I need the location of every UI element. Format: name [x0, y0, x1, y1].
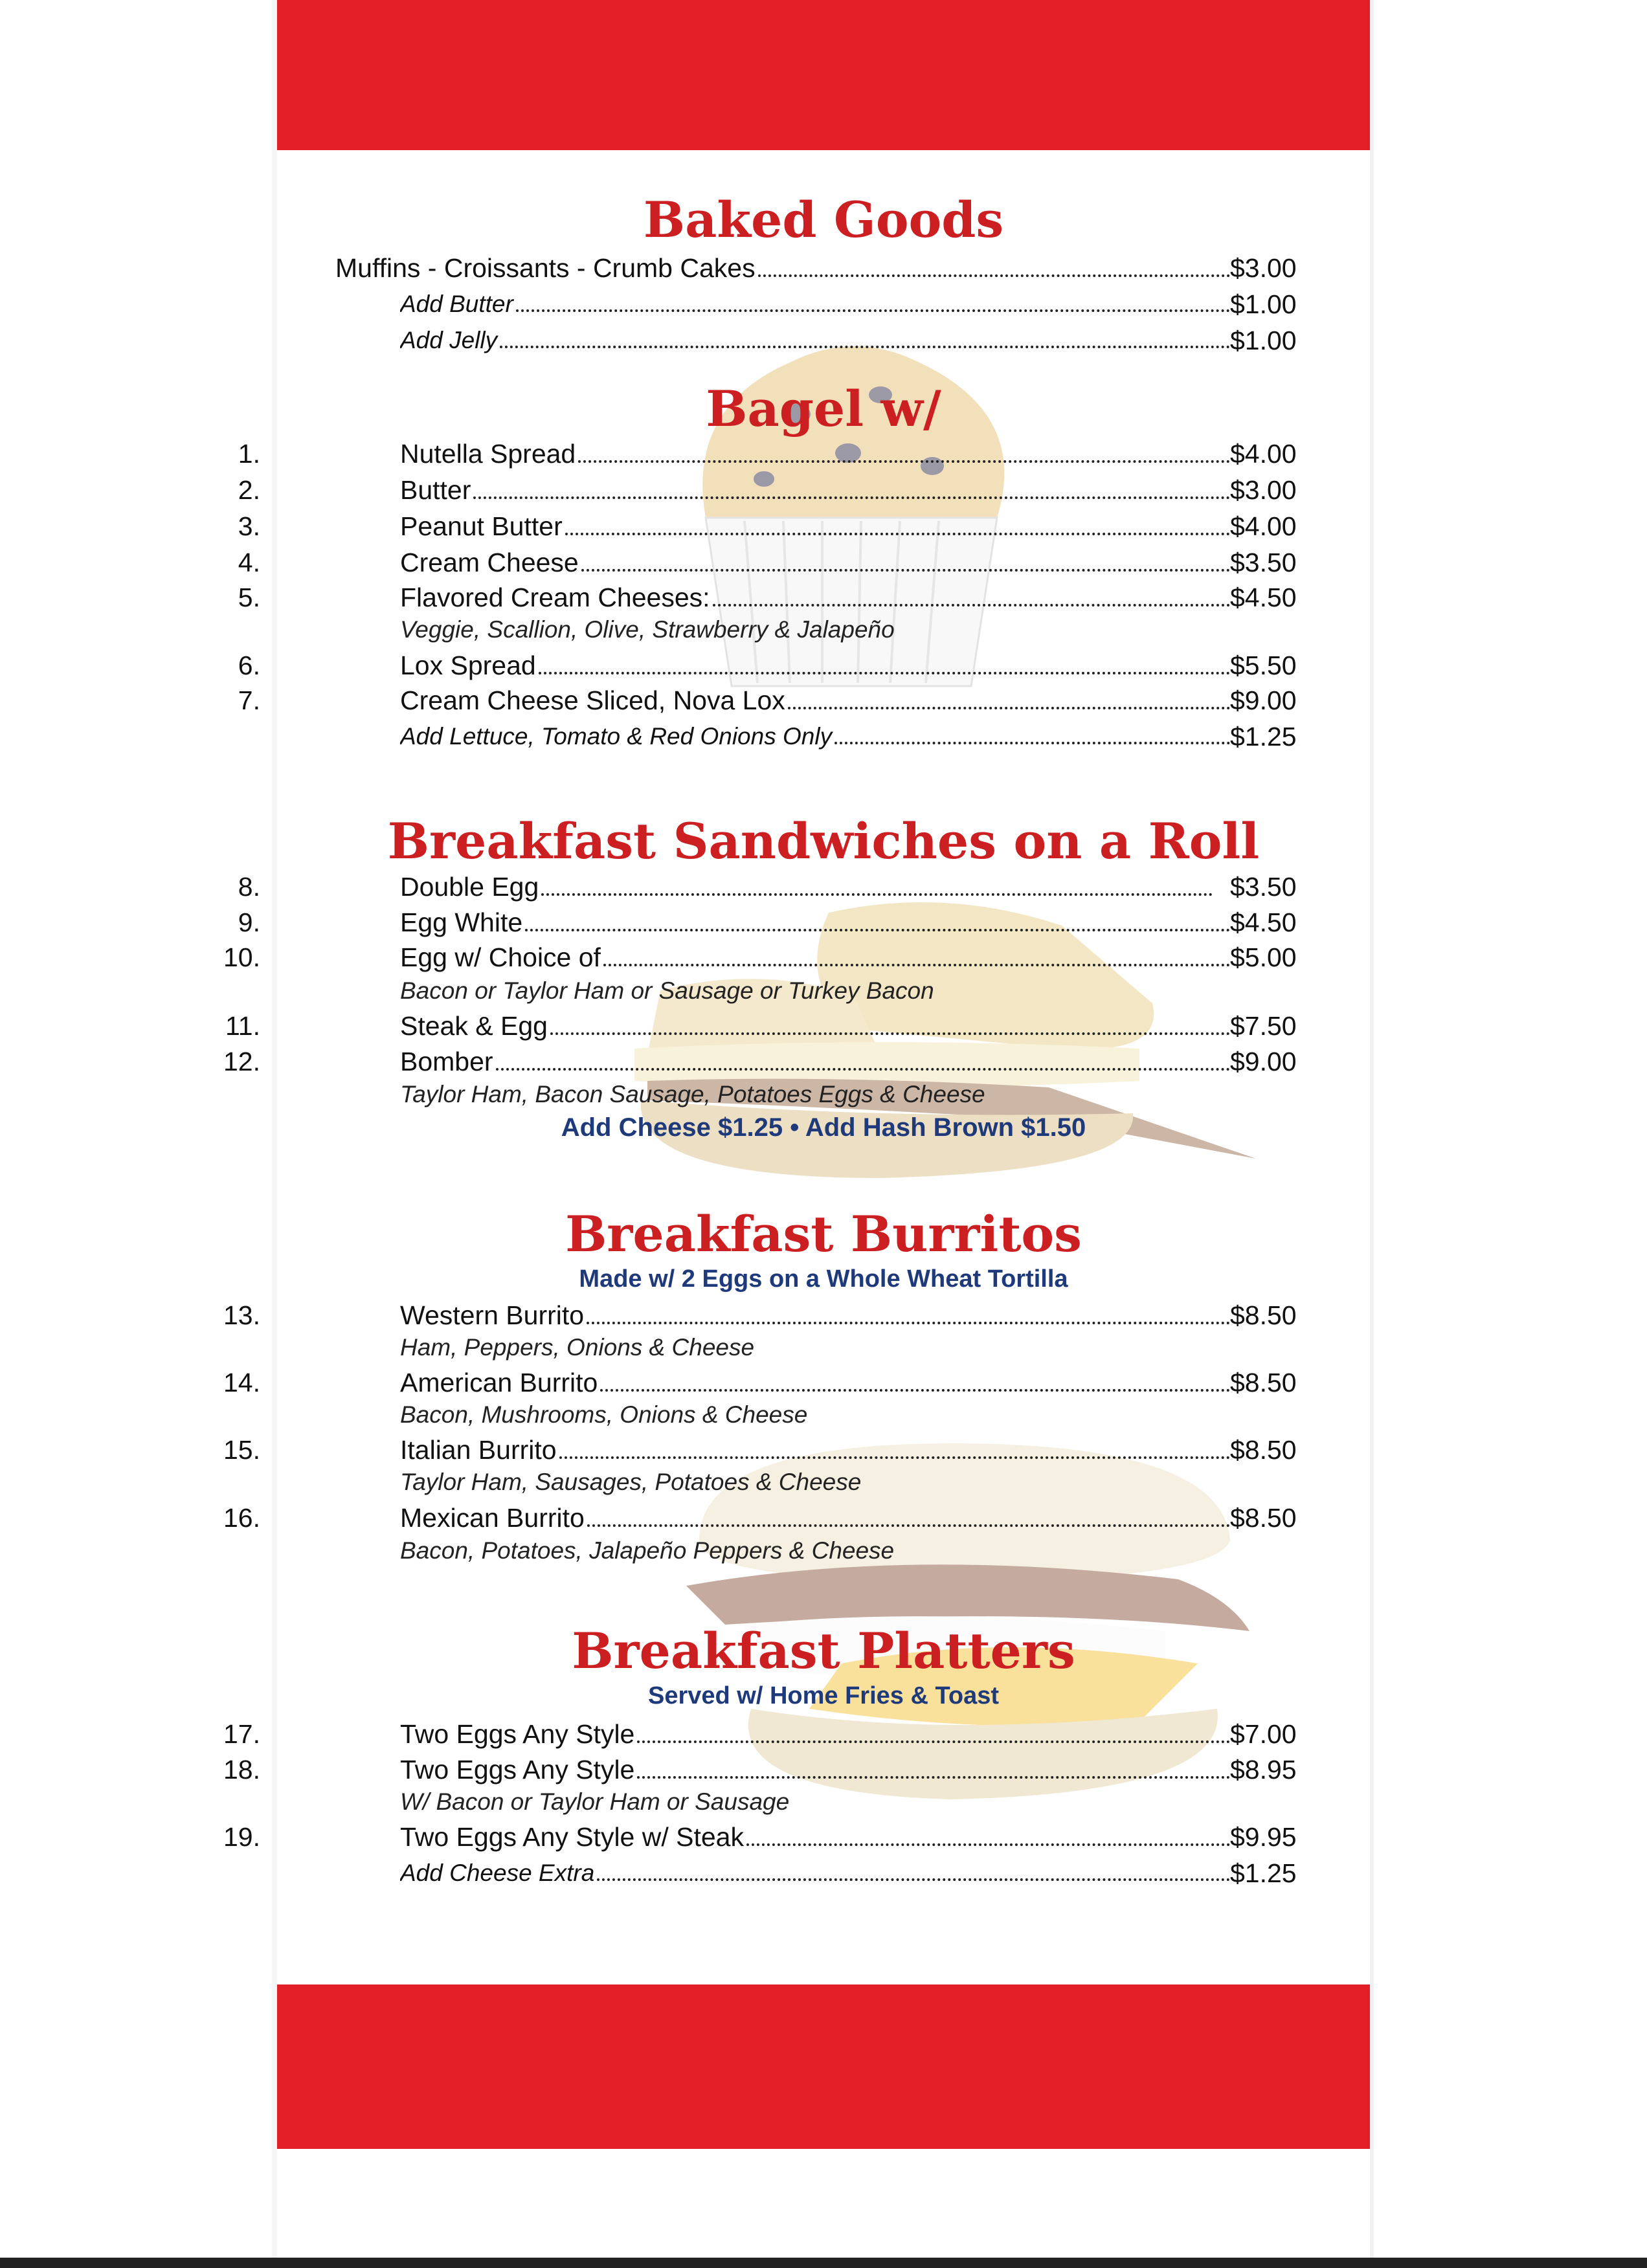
addon-price: $1.25: [1230, 722, 1297, 751]
item-name: Bomber: [400, 1047, 493, 1076]
menu-item-row: [0, 250, 1301, 286]
addon-name: Add Lettuce, Tomato & Red Onions Only: [400, 723, 833, 750]
item-price: $3.50: [1230, 872, 1297, 902]
item-name: Peanut Butter: [400, 511, 563, 541]
menu-item-row: [0, 436, 1301, 472]
item-name: Lox Spread: [400, 650, 536, 680]
item-number: 4.: [238, 548, 260, 577]
dot-leader: [713, 604, 1230, 606]
menu-item-row: [0, 544, 1301, 581]
bagel-heading: Bagel w/: [706, 380, 941, 438]
menu-item-row: [0, 1432, 1301, 1468]
dot-leader: [835, 742, 1230, 744]
item-price: $3.00: [1230, 253, 1297, 283]
dot-leader: [597, 1878, 1230, 1881]
dot-leader: [473, 496, 1230, 499]
scan-edge-right: [1370, 0, 1374, 2268]
breakfast-burritos-heading: Breakfast Burritos: [565, 1205, 1082, 1263]
menu-item-row: [0, 682, 1301, 718]
item-name: Double Egg: [400, 872, 539, 902]
item-number: 14.: [223, 1368, 260, 1397]
dot-leader: [637, 1776, 1230, 1779]
item-price: $9.95: [1230, 1822, 1297, 1852]
addon-name: Add Cheese Extra: [400, 1860, 595, 1886]
breakfast-sandwiches-heading: Breakfast Sandwiches on a Roll: [387, 812, 1260, 870]
dot-leader: [746, 1843, 1230, 1846]
item-name: Steak & Egg: [400, 1011, 548, 1041]
dot-leader: [581, 569, 1230, 572]
item-name: Mexican Burrito: [400, 1503, 585, 1533]
menu-addon-row: [0, 322, 1301, 359]
dot-leader: [565, 533, 1230, 535]
item-description: W/ Bacon or Taylor Ham or Sausage: [400, 1788, 790, 1815]
item-price: $8.95: [1230, 1755, 1297, 1784]
item-price: $7.00: [1230, 1719, 1297, 1749]
item-name: Two Eggs Any Style w/ Steak: [400, 1822, 744, 1852]
item-number: 6.: [238, 650, 260, 680]
item-description: Bacon, Mushrooms, Onions & Cheese: [400, 1401, 808, 1428]
dot-leader: [600, 1389, 1230, 1392]
item-description: Taylor Ham, Bacon Sausage, Potatoes Eggs & Cheese: [400, 1081, 985, 1107]
item-number: 19.: [223, 1822, 260, 1852]
menu-item-row: [0, 1751, 1301, 1788]
item-price: $5.50: [1230, 650, 1297, 680]
item-number: 1.: [238, 439, 260, 469]
dot-leader: [788, 707, 1230, 709]
scan-border-bottom: [0, 2258, 1647, 2268]
item-number: 12.: [223, 1047, 260, 1076]
menu-item-row: [0, 1819, 1301, 1855]
item-price: $5.00: [1230, 942, 1297, 972]
addon-price: $1.00: [1230, 289, 1297, 319]
item-price: $4.50: [1230, 907, 1297, 937]
menu-item-row: [0, 1008, 1301, 1044]
item-price: $4.50: [1230, 583, 1297, 612]
item-price: $8.50: [1230, 1435, 1297, 1465]
dot-leader: [637, 1740, 1230, 1743]
item-number: 8.: [238, 872, 260, 902]
addon-name: Add Butter: [400, 291, 513, 317]
item-description: Bacon or Taylor Ham or Sausage or Turkey Bacon: [400, 977, 934, 1004]
item-price: $9.00: [1230, 1047, 1297, 1076]
item-name: Egg White: [400, 907, 523, 937]
menu-item-row: [0, 1716, 1301, 1752]
item-number: 9.: [238, 907, 260, 937]
item-number: 10.: [223, 942, 260, 972]
menu-item-row: [0, 1297, 1301, 1333]
dot-leader: [550, 1032, 1230, 1035]
menu-item-row: [0, 472, 1301, 508]
dot-leader: [500, 346, 1230, 348]
item-number: 3.: [238, 511, 260, 541]
item-price: $8.50: [1230, 1300, 1297, 1330]
item-price: $3.50: [1230, 548, 1297, 577]
item-number: 17.: [223, 1719, 260, 1749]
menu-item-row: [0, 579, 1301, 616]
addon-price: $1.00: [1230, 326, 1297, 355]
item-name: Cream Cheese: [400, 548, 579, 577]
addon-name: Add Jelly: [400, 327, 498, 353]
burritos-subheading: Made w/ 2 Eggs on a Whole Wheat Tortilla: [579, 1265, 1068, 1293]
dot-leader: [559, 1456, 1230, 1459]
dot-leader: [525, 929, 1230, 931]
menu-item-row: [0, 904, 1301, 940]
item-number: 13.: [223, 1300, 260, 1330]
dot-leader: [578, 460, 1230, 463]
top-red-band: [277, 0, 1370, 150]
item-name: Western Burrito: [400, 1300, 585, 1330]
item-number: 7.: [238, 685, 260, 715]
dot-leader: [758, 274, 1230, 277]
menu-item-row: [0, 869, 1301, 905]
menu-addon-row: [0, 718, 1301, 755]
dot-leader: [587, 1524, 1230, 1527]
item-name: Two Eggs Any Style: [400, 1719, 635, 1749]
item-name: Muffins - Croissants - Crumb Cakes: [335, 253, 756, 283]
item-description: Veggie, Scallion, Olive, Strawberry & Jalapeño: [400, 616, 895, 643]
item-number: 15.: [223, 1435, 260, 1465]
item-number: 11.: [225, 1011, 260, 1041]
dot-leader: [603, 964, 1230, 966]
menu-item-row: [0, 1043, 1301, 1080]
menu-addon-row: [0, 1855, 1301, 1891]
item-description: Ham, Peppers, Onions & Cheese: [400, 1334, 755, 1361]
menu-addon-row: [0, 286, 1301, 322]
dot-leader: [516, 309, 1230, 312]
item-name: Egg w/ Choice of: [400, 942, 601, 972]
item-number: 18.: [223, 1755, 260, 1784]
item-name: Nutella Spread: [400, 439, 576, 469]
item-number: 16.: [223, 1503, 260, 1533]
menu-item-row: [0, 1364, 1301, 1401]
baked-goods-heading: Baked Goods: [643, 191, 1004, 249]
dot-leader: [541, 893, 1213, 896]
dot-leader: [496, 1068, 1230, 1071]
menu-item-row: [0, 1500, 1301, 1536]
item-price: $7.50: [1230, 1011, 1297, 1041]
item-price: $4.00: [1230, 511, 1297, 541]
item-name: Italian Burrito: [400, 1435, 557, 1465]
item-number: 2.: [238, 475, 260, 505]
item-description: Taylor Ham, Sausages, Potatoes & Cheese: [400, 1469, 862, 1495]
addon-price: $1.25: [1230, 1858, 1297, 1888]
item-name: Two Eggs Any Style: [400, 1755, 635, 1784]
item-number: 5.: [238, 583, 260, 612]
item-price: $4.00: [1230, 439, 1297, 469]
dot-leader: [587, 1322, 1230, 1324]
menu-item-row: [0, 508, 1301, 544]
item-description: Bacon, Potatoes, Jalapeño Peppers & Cheese: [400, 1537, 895, 1564]
item-name: Cream Cheese Sliced, Nova Lox: [400, 685, 785, 715]
item-price: $8.50: [1230, 1503, 1297, 1533]
item-price: $8.50: [1230, 1368, 1297, 1397]
menu-item-row: [0, 939, 1301, 975]
menu-item-row: [0, 647, 1301, 684]
sandwich-addon-note: Add Cheese $1.25 • Add Hash Brown $1.50: [561, 1113, 1086, 1142]
bottom-red-band: [277, 1984, 1370, 2149]
platters-subheading: Served w/ Home Fries & Toast: [647, 1682, 1000, 1709]
item-price: $9.00: [1230, 685, 1297, 715]
breakfast-platters-heading: Breakfast Platters: [572, 1622, 1075, 1680]
item-name: American Burrito: [400, 1368, 598, 1397]
dot-leader: [539, 672, 1230, 674]
item-name: Flavored Cream Cheeses:: [400, 583, 710, 612]
item-price: $3.00: [1230, 475, 1297, 505]
item-name: Butter: [400, 475, 471, 505]
